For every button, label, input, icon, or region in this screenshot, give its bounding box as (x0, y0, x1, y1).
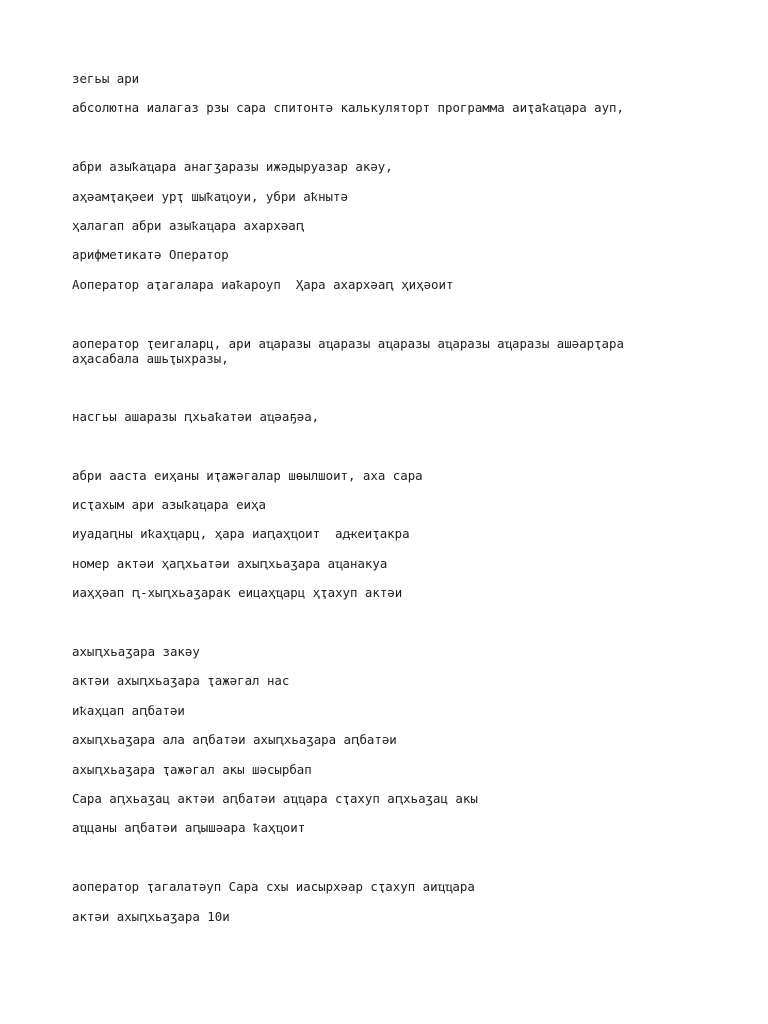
text-line: аҵцаны аԥбатәи аԥышәара ҟаҳҵоит (72, 820, 306, 836)
text-line: аҳәамҭақәеи урҭ шыҟаҵоуи, убри аҟнытә (72, 188, 348, 204)
text-line: Аоператор аҭагалара иаҟароуп Ҳара ахархәаԥ ҳиҳәоит (72, 276, 454, 292)
text-line: ахыԥхьаӡара закәу (72, 644, 200, 660)
blank-line (72, 850, 692, 879)
text-line: ахыԥхьаӡара ҭажәгал акы шәсырбап (72, 761, 312, 777)
text-line: аоператор ҭеигаларц, ари аҵаразы аҵаразы аҵаразы аҵаразы аҵаразы ашәарҭара аҳасабала ашьҭыхразы, (72, 335, 632, 366)
text-line: номер актәи ҳаԥхьатәи ахыԥхьаӡара аҵанакуа (72, 555, 388, 571)
text-line: абри ааста еиҳаны иҭажәгалар шөылшоит, аха сара (72, 467, 423, 483)
text-line: арифметикатә Оператор (72, 247, 229, 263)
text-line: Сара аԥхьаӡац актәи аԥбатәи аҵҵара сҭахуп аԥхьаӡац акы (72, 790, 478, 806)
text-line: насгьы ашаразы ԥхьаҟатәи аҵәаҕәа, (72, 408, 320, 424)
text-line: абри азыҟаҵара анагӡаразы ижәдыруазар акәу, (72, 159, 393, 175)
text-line: аоператор ҭагалатәуп Сара схы иасырхәар сҭахуп аиҵҵара (72, 879, 475, 895)
text-line: иаҳҳәап ԥ-хыԥхьаӡарак еицаҳҵарц ҳҭахуп актәи (72, 585, 403, 601)
text-line: иҟаҳцап аԥбатәи (72, 702, 185, 718)
blank-line (72, 380, 692, 409)
text-line: иуадаԥны иҟаҳҵарц, ҳара иаԥаҳҵоит аԫеиҭакра (72, 526, 410, 542)
text-line: ахыԥхьаӡара ала аԥбатәи ахыԥхьаӡара аԥбатәи (72, 732, 397, 748)
text-line: актәи ахыԥхьаӡара ҭажәгал нас (72, 673, 290, 689)
blank-line (72, 438, 692, 467)
text-line: исҭахым ари азыҟаҵара еиҳа (72, 497, 266, 513)
text-line: зегьы ари (72, 71, 140, 86)
blank-line (72, 130, 692, 159)
text-line: абсолютна иалагаз рзы сара спитонтә калькуляторт программа аиҭаҟаҵара ауп, (72, 100, 624, 116)
text-line: ҳалагап абри азыҟаҵара ахархәаԥ (72, 217, 305, 233)
document-body (72, 71, 692, 938)
text-line: актәи ахыԥхьаӡара 10и (72, 908, 230, 924)
blank-line (72, 615, 692, 644)
blank-line (72, 306, 692, 335)
